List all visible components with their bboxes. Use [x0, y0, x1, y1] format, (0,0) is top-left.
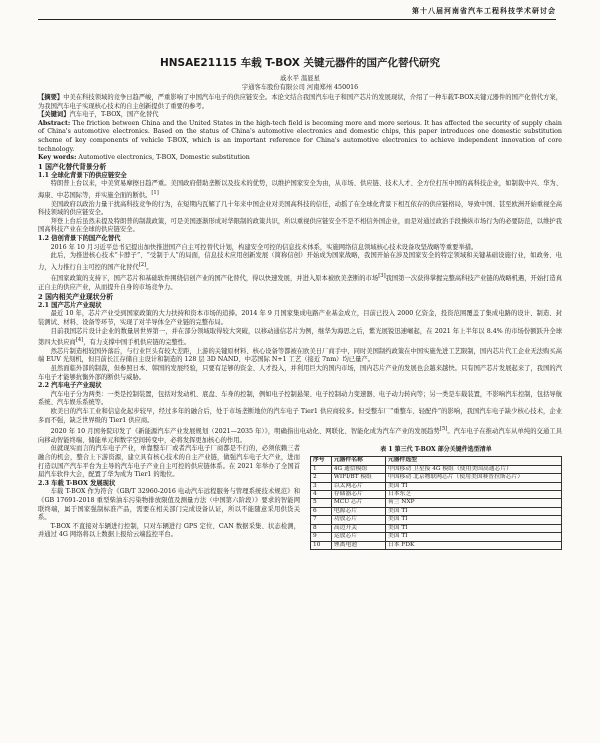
section-1-heading: 1 国产化替代背景分析 [38, 162, 107, 171]
paragraph: T-BOX 不直接对车辆进行控制，只对车辆进行 GPS 定位、CAN 数据采集、状态检测，并通过 4G 网络将以上数据上报给云端监控平台。 [38, 522, 300, 539]
section-1-1-heading: 1.1 全球化背景下的供应链安全 [38, 171, 127, 179]
keywords-cn [38, 111, 562, 120]
running-header [0, 4, 600, 20]
table-row: 7 功放芯片 美国 TI [311, 516, 562, 524]
table-block [310, 445, 562, 549]
paragraph: 美国政府以政治力量干扰高科技竞争的行为，在短期内瓦解了几十年来中国企业对美国高科技的信任，动摇了在全球化背景下相互依存的供应链格局，导致中国、甚至欧洲开始重视全高科技领域的供应链安全。 [38, 200, 562, 217]
paragraph: 2016 年 10 月习近平总书记提出加快推进国产自主可控替代计划，构建安全可控的信息技术体系，实施网络信息领域核心技术设备攻坚战略等重要举措。 [50, 243, 478, 251]
keywords-cn-label: 【关键词】 [38, 111, 70, 119]
table-caption: 表 1 第三代 T-BOX 部分关键件选型清单 [380, 446, 492, 454]
keywords-en-text: Automotive electronics, T-BOX, Domestic substitution [78, 154, 250, 162]
table-row: 3 以太网芯片 美国 TI [311, 482, 562, 490]
paragraph: 虽然面临外部的制裁，但参照日本、韩国的发展经验，只要有足够的资金、人才投入，并利用巨大的国内市场，国内芯片产业的发展也会越来越快。只有国产芯片发展起来了，我国的汽车电子才能够抗衡外部的断供与威胁。 [38, 365, 562, 381]
paragraph: 最近 10 年，芯片产业受到国家政策的大力扶持和资本市场的追捧。2014 年 9 月国家集成电路产业基金成立，目前已投入 2000 亿资金，投资范围覆盖了集成电路的设计、制造、封装测试、材料、设备等环节，实现了对半导体全产业链的完整布局。 [38, 310, 562, 326]
keywords-en-label: Key words: [38, 154, 77, 162]
paragraph: 在国家政策的支持下，国产芯片和基础软件围绕信创产业的国产化替代，得以快速发展，并进入原本被欧美垄断的市场[3]我国第一次获得掌握完整高科技产业链的战略机遇，开始打造真正自主的供应产业，从而提升自身的市场竞争力。 [38, 273, 563, 292]
paper-author: 戚水平 温显星 [280, 75, 320, 82]
abstract-en-text: The friction between China and the United States in the high-tech field is becoming more and more serious. It has affected the security of supply chain of China's automotive electronics. Based on the status of China's automotive electronics and domestic chips, this paper introduces one domestic substitution scheme of key components of vehicle T-BOX, which is an important reference for China's automotive electronics to achieve independent innovation of core technology. [38, 119, 562, 153]
paragraph: 目前我国芯片设计企业的数量居世界第一，并在部分领域取得较大突破，以移动通信芯片为例，继华为海思之后，紫光展锐迅速崛起，在 2021 年上半年以 8.4% 的市场份额跃升全球第四大供应商[4]，有力支撑中国手机供应链的完整性。 [38, 327, 562, 347]
table-row: 8 高边开关 美国 TI [311, 524, 562, 532]
abstract-cn-text: 中美在科技领域的竞争日趋严峻，严重影响了中国汽车电子的供应链安全。本论文结合我国汽车电子和国产芯片的发展现状，介绍了一种车载T-BOX关键元器件的国产化替代方案，为我国汽车电子实现核心技术的自主创新提供了重要的参考。 [38, 94, 563, 110]
paper-body [38, 56, 562, 550]
left-column [38, 445, 300, 540]
paper-title: HNSAE21115 车载 T-BOX 关键元器件的国产化替代研究 [159, 57, 441, 69]
paragraph: 但就现实而言的汽车电子产业，单靠整车厂或者汽车电子厂商都是不行的，必须依赖三者融合的机会，整合上下游资源，建立具有核心技术的自主产业链，做强汽车电子大产业，进而打造以国产汽车平台为主导的汽车电子产业自主可控的供应链体系。在 2021 年举办了全国首届汽车软件大会，配置了华为成为 Tier1 的地位。 [38, 445, 300, 479]
header-text: 第十八届河南省汽车工程科技学术研讨会 [412, 6, 556, 15]
table-row: 5 MCU 芯片 荷兰 NXP [311, 499, 562, 507]
paragraph: 拜登上台后虽然未提及特朗普的制裁政策，可是美国逐渐形成对华限制的政策共识，所以重视供应链安全不是不相信外国企业，而是对通过政治手段操纵市场行为的必要防范，以维护我国高科技产业在全球的供应链安全。 [38, 217, 562, 234]
component-table [310, 456, 562, 549]
section-2-3-heading: 2.3 车载 T-BOX 发展现状 [38, 479, 116, 487]
keywords-cn-text: 汽车电子，T-BOX，国产化替代 [69, 111, 159, 119]
column-header: 序号 [311, 457, 332, 465]
table-row: 1 4G 通信模组 中国移动 卫星接 4G 模组（使用美国高通芯片） [311, 465, 562, 473]
paragraph: 车载 T-BOX 作为符合《GB/T 32960-2016 电动汽车远程服务与管理系统技术规范》和《GB 17691-2018 重型柴油车污染物排放限值及测量方法（中国第六阶段）》要求的智能网联终端，属于国家强制标准产品，需要在相关部门完成设备认证，所以不能随意采用供货关系。 [38, 488, 300, 522]
table-row: 9 运放芯片 美国 TI [311, 533, 562, 541]
paper-affiliation: 宇通客车股份有限公司 河南郑州 450016 [241, 84, 359, 91]
paragraph: 特朗普上台以来，中美贸易摩擦日趋严重。美国政府借助垄断以及技术的优势，以维护国家安全为由，从市场、供应链、技术人才、全方位打压中国的高科技企业，如制裁中兴、华为、海康、中芯国际等，并实施全面的断供。[1] [38, 180, 562, 200]
paragraph: 2020 年 10 月国务院印发了《新能源汽车产业发展规划（2021—2035 年）》，明确指出电动化、网联化、智能化成为汽车产业的发展趋势[5]。汽车电子在推动汽车从单纯的交通工具向移动智能终端、储能单元和数字空间转变中，必将发挥更加核心的作用。 [38, 426, 563, 444]
section-2-heading: 2 国内相关产业现状分析 [38, 292, 114, 301]
table-row: 6 电源芯片 美国 TI [311, 507, 562, 515]
paragraph: 然芯片制造相较国外落后，与行业巨头有较大差距，上游的关键原材料、核心设备等都被在欧美日厂商手中，同时美国制约政策在中国实施先进工艺限制，国内芯片代工企业无法购买高端 EUV 光刻机，但目前长江存储自主设计和制造的 128 层 3D NAND、中芯国际 N+1 工艺（接近 7nm）均已量产。 [38, 347, 562, 364]
abstract-en-label: Abstract: [38, 119, 71, 127]
keywords-en [38, 154, 562, 163]
section-2-2-heading: 2.2 汽车电子产业现状 [38, 382, 102, 390]
table-row: 2 WIFI/BT 模组 中国移动 北京物联网芯片（使用美国赛普拉斯芯片） [311, 474, 562, 482]
table-row: 4 存储器芯片 日本东芝 [311, 491, 562, 499]
section-1-2-heading: 1.2 信创背景下的国产化替代 [38, 235, 121, 242]
section-2-1-heading: 2.1 国产芯片产业现状 [38, 301, 102, 309]
paragraph: 欧美日的汽车工业和信息化起步较早，经过多年的融合后，处于市场垄断地位的汽车电子 Tier1 供应商较多。但受整车厂“重整车、轻配件”的影响，我国汽车电子缺少核心技术，企业多而不强，缺乏世界级的 Tier1 供应商。 [38, 407, 562, 424]
abstract-cn-label: 【摘要】 [38, 94, 64, 101]
paragraph: 此后，为推进核心技术“卡脖子”、“受制于人”的局面，信息技术应用创新发展（简称信创）开始成为国家战略，我国开始在涉及国家安全的特定领域和关键基础设施行业，如政务、电力，入力推行自主可控的国产化替代[2]。 [38, 252, 562, 271]
column-header: 元器件选型 [385, 457, 561, 465]
paragraph: 汽车电子分为两类：一类是控制装置，包括对发动机、底盘、车身的控制，例如电子控制悬架、电子控制动力变速器、电子动力转向等；另一类是车载装置，不影响汽车控制，包括导航系统、汽车娱乐系统等。 [38, 390, 562, 407]
table-header-row [311, 457, 562, 465]
column-header: 元器件名称 [331, 457, 385, 465]
header-rule [38, 19, 556, 20]
abstract-en [38, 120, 562, 154]
table-row: 10 锂离电池 日本 FDK [311, 541, 562, 549]
abstract-cn [38, 94, 562, 111]
